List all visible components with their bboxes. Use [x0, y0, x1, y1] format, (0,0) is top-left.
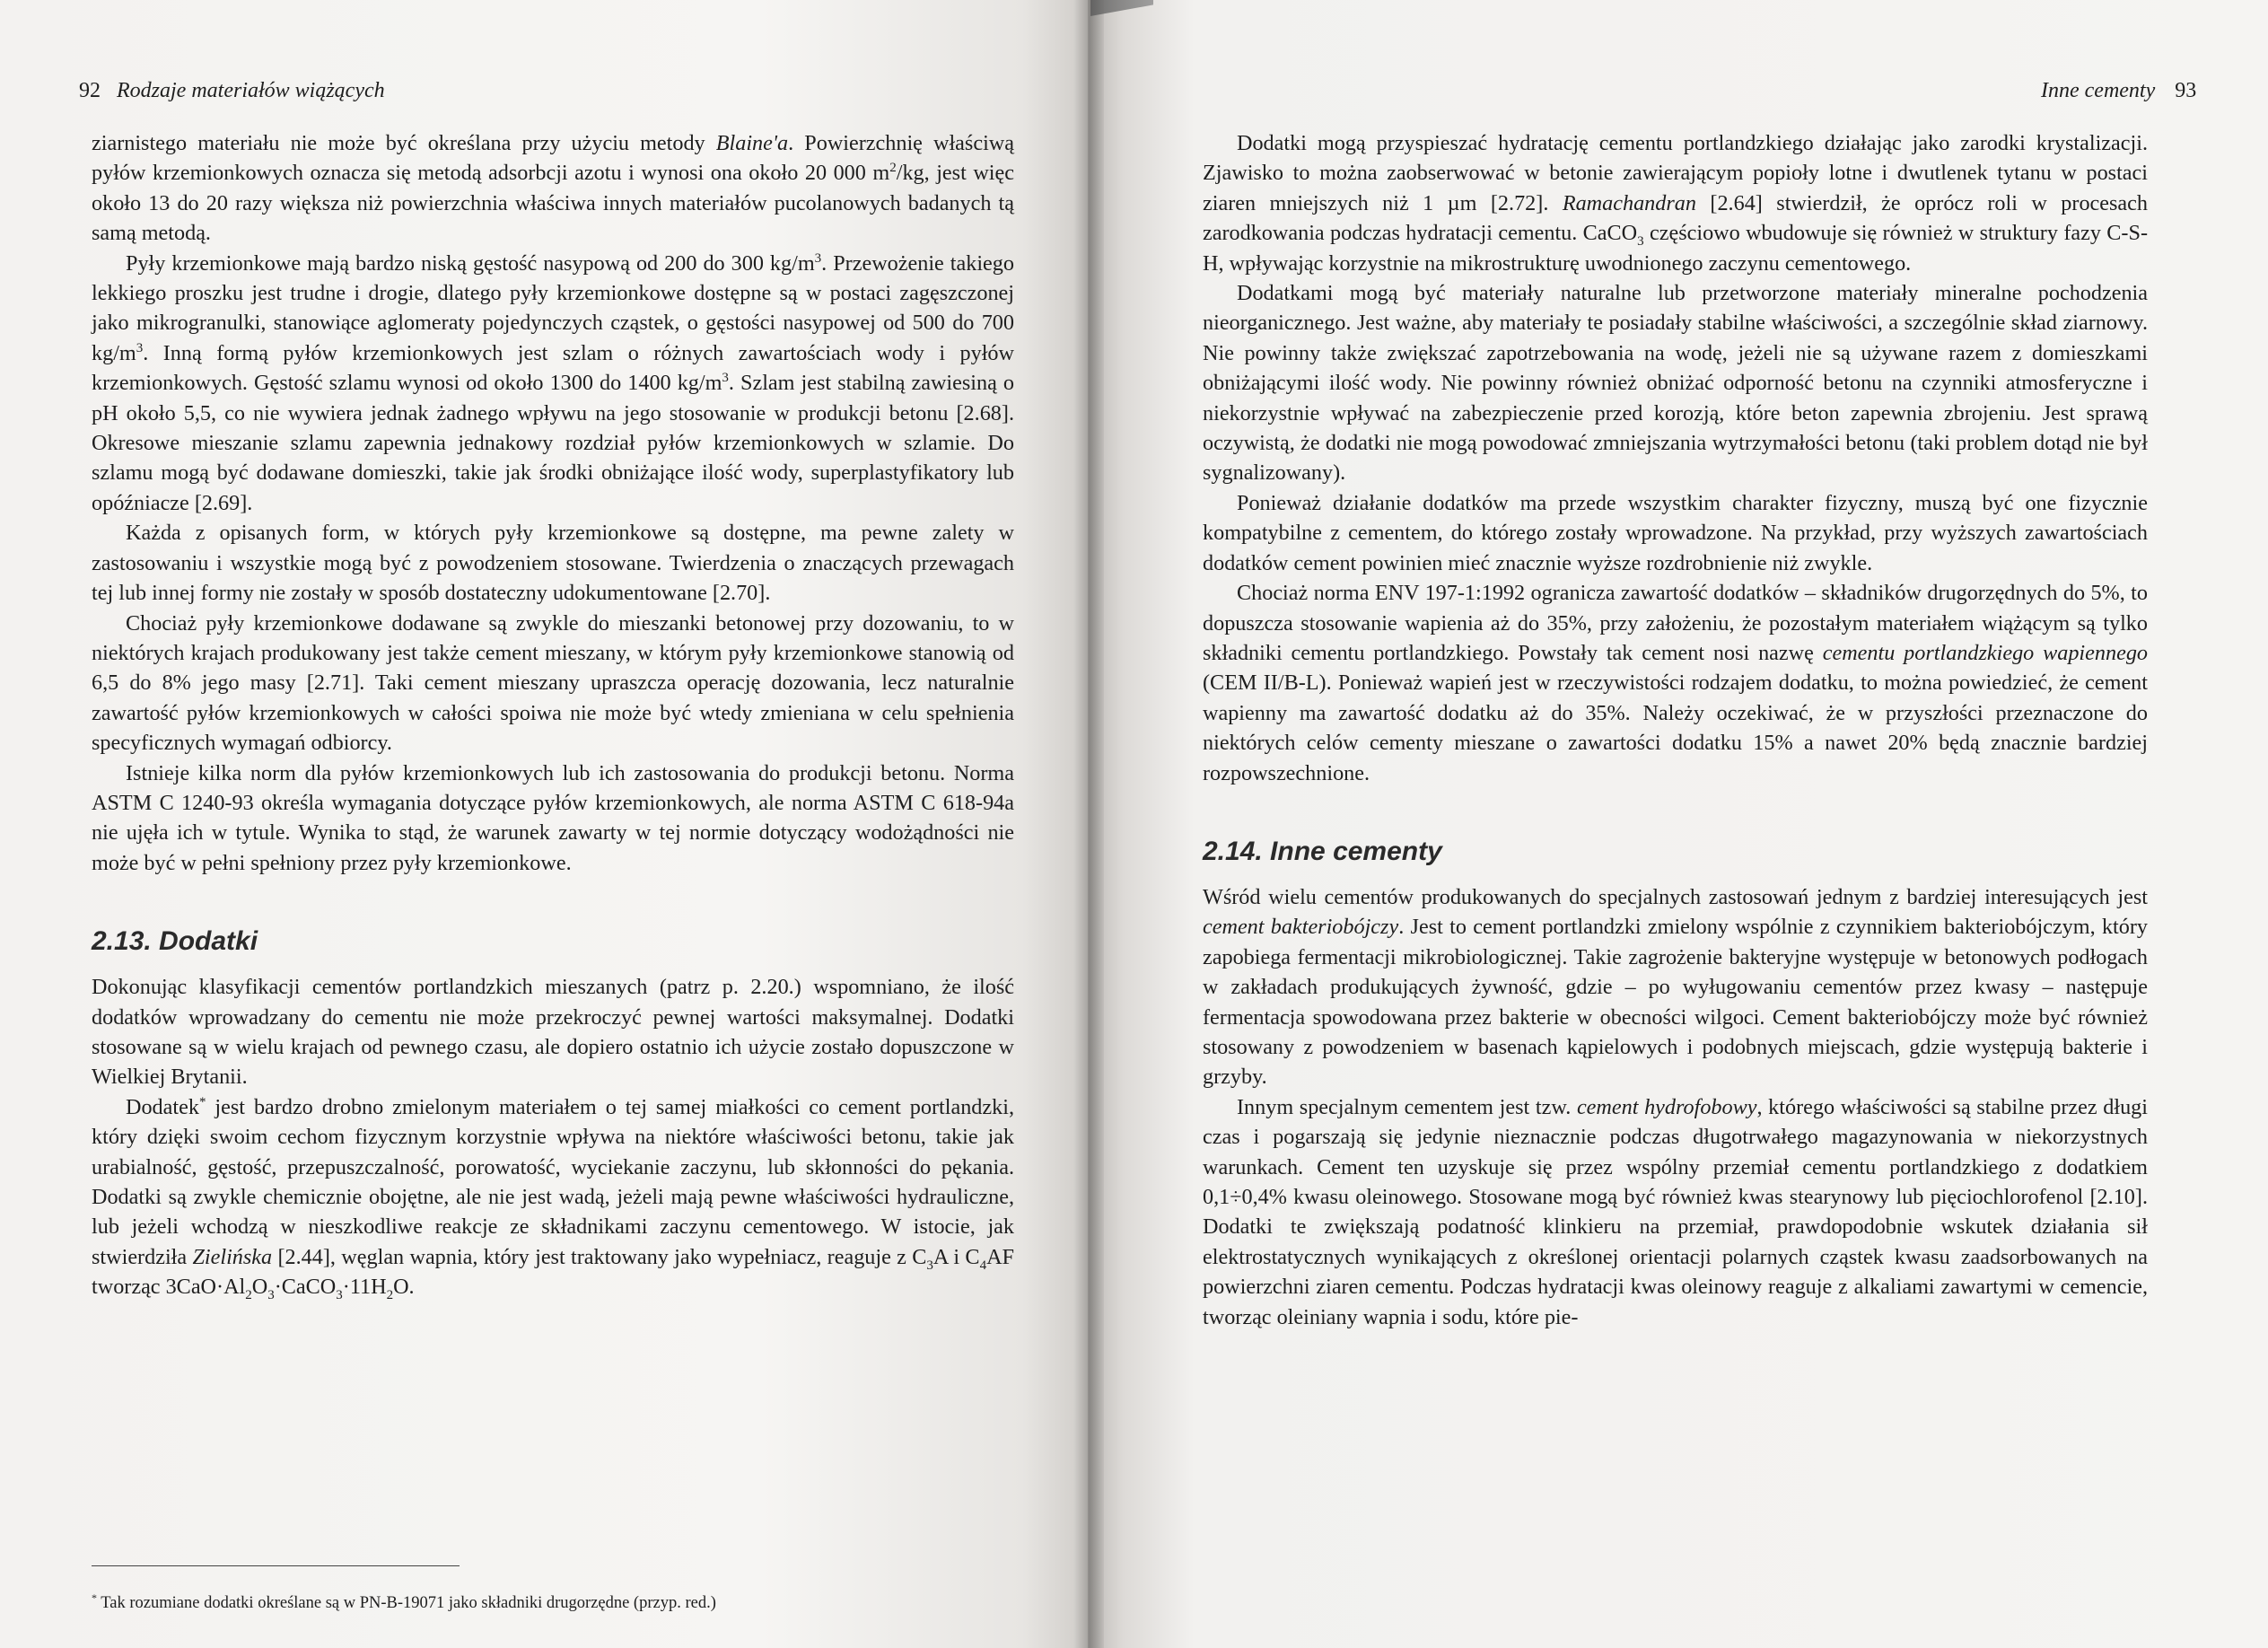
section-heading: 2.13. Dodatki: [92, 926, 258, 957]
page-number: 93: [2175, 79, 2197, 102]
paragraph: Innym specjalnym cementem jest tzw. cement hydrofobowy, którego właściwości są stabilne przez długi czas i pogarszają się jedynie nieznacznie podczas długotrwałego magazynowania w niekorzystnych warunkach. Cement ten uzyskuje się przez wspólny przemiał cementu portlandzkiego z dodatkiem 0,1÷0,4% kwasu oleinowego. Stosowane mogą być również kwas stearynowy lub pięciochlorofenol [2.10]. Dodatki te zwiększają podatność klinkieru na przemiał, prawdopodobnie wskutek działania sił elektrostatycznych wynikających z określonej orientacji polarnych cząstek kwasu zaadsorbowanych na powierzchni ziaren cementu. Podczas hydratacji kwas oleinowy reaguje z alkaliami zawartymi w cemencie, tworząc oleiniany wapnia i sodu, które pie-: [1203, 1094, 2148, 1329]
left-page: [0, 0, 1088, 1648]
running-title: Inne cementy: [2041, 79, 2156, 102]
paragraph: Istnieje kilka norm dla pyłów krzemionkowych lub ich zastosowania do produkcji betonu. Norma ASTM C 1240-93 określa wymagania dotyczące pyłów krzemionkowych, ale norma ASTM C 618-94a nie ujęła ich w tytule. Wynika to stąd, że warunek zawarty w tej normie dotyczący wodożądności nie może być w pełni spełniony przez pyły krzemionkowe.: [92, 760, 1014, 875]
paragraph: Chociaż pyły krzemionkowe dodawane są zwykle do mieszanki betonowej przy dozowaniu, to w niektórych krajach produkowany jest także cement mieszany, w którym pyły krzemionkowe stanowią od 6,5 do 8% jego masy [2.71]. Taki cement mieszany upraszcza operację dozowania, lecz naturalnie zawartość pyłów krzemionkowych w całości spoiwa nie może być wtedy zmieniana w celu spełnienia specyficznych wymagań odbiorcy.: [92, 610, 1014, 756]
paragraph: Dodatki mogą przyspieszać hydratację cementu portlandzkiego działając jako zarodki krystalizacji. Zjawisko to można zaobserwować w betonie zawierającym popioły lotne i dwutlenek tytanu w postaci ziaren mniejszych niż 1 µm [2.72]. Ramachandran [2.64] stwierdził, że oprócz roli w procesach zarodkowania podczas hydratacji cementu. CaCO$_3$ częściowo wbudowuje się również w struktury fazy C-S-H, wpływając korzystnie na mikrostrukturę uwodnionego zaczynu cementowego.: [1203, 131, 2148, 276]
right-page-header: [2041, 79, 2196, 103]
page-number: 92: [79, 79, 101, 102]
paragraph: Pyły krzemionkowe mają bardzo niską gęstość nasypową od 200 do 300 $kg/m^3$. Przewożenie takiego lekkiego proszku jest trudne i drogie, dlatego pyły krzemionkowe dostępne są w postaci zagęszczonej jako mikrogranulki, stanowiące aglomeraty pojedynczych cząstek, o gęstości nasypowej od 500 do 700 $kg/m^3$. Inną formą pyłów krzemionkowych jest szlam o różnych zawartościach wody i pyłów krzemionkowych. Gęstość szlamu wynosi od około 1300 do 1400 $kg/m^3$. Szlam jest stabilną zawiesiną o pH około 5,5, co nie wywiera jednak żadnego wpływu na jego stosowanie w produkcji betonu [2.68]. Okresowe mieszanie szlamu zapewnia jednakowy rozdział pyłów krzemionkowych w szlamie. Do szlamu mogą być dodawane domieszki, takie jak środki obniżające ilość wody, superplastyfikatory lub opóźniacze [2.69].: [92, 250, 1014, 515]
footnote: * Tak rozumiane dodatki określane są w PN-B-19071 jako składniki drugorzędne (przyp. red.): [92, 1591, 716, 1613]
section-heading: 2.14. Inne cementy: [1203, 836, 1442, 866]
paragraph: Wśród wielu cementów produkowanych do specjalnych zastosowań jednym z bardziej interesujących jest cement bakteriobójczy. Jest to cement portlandzki zmielony wspólnie z czynnikiem bakteriobójczym, który zapobiega fermentacji mikrobiologicznej. Takie zagrożenie bakteryjne występuje w betonowych podłogach w zakładach produkujących żywność, gdzie – po wyługowaniu cementów przez kwasy – następuje fermentacja spowodowana przez bakterie w obecności wilgoci. Cement bakteriobójczy może być również stosowany z powodzeniem w basenach kąpielowych i podobnych miejscach, gdzie występują bakterie i grzyby.: [1203, 884, 2148, 1090]
paragraph: ziarnistego materiału nie może być określana przy użyciu metody Blaine'a. Powierzchnię właściwą pyłów krzemionkowych oznacza się metodą adsorbcji azotu i wynosi ona około 20 000 $m^2/kg$, jest więc około 13 do 20 razy większa niż powierzchnia właściwa innych materiałów pucolanowych badanych tą samą metodą.: [92, 131, 1014, 246]
book-spine-shadow: [1073, 0, 1104, 1648]
running-title: Rodzaje materiałów wiążących: [117, 79, 385, 102]
paragraph: Chociaż norma ENV 197-1:1992 ogranicza zawartość dodatków – składników drugorzędnych do 5%, to dopuszcza stosowanie wapienia aż do 35%, przy założeniu, że pozostałym materiałem wiążącym są tylko składniki cementu portlandzkiego. Powstały tak cement nosi nazwę cementu portlandzkiego wapiennego (CEM II/B-L). Ponieważ wapień jest w rzeczywistości rodzajem dodatku, to można powiedzieć, że cement wapienny ma zawartość dodatku aż do 35%. Należy oczekiwać, że w przyszłości przeznaczone do niektórych celów cementy mieszane o zawartości dodatku 15% a nawet 20% będą znacznie bardziej rozpowszechnione.: [1203, 581, 2149, 785]
left-page-header: [79, 79, 385, 103]
paragraph: Dodatek* jest bardzo drobno zmielonym materiałem o tej samej miałkości co cement portlandzki, który dzięki swoim cechom fizycznym korzystnie wpływa na niektóre właściwości betonu, takie jak urabialność, gęstość, przepuszczalność, porowatość, wyciekanie zaczynu, lub skłonności do pękania. Dodatki są zwykle chemicznie obojętne, ale nie jest wadą, jeżeli mają pewne właściwości hydrauliczne, lub jeżeli wchodzą w nieszkodliwe reakcje ze składnikami zaczynu cementowego. W istocie, jak stwierdziła Zielińska [2.44], węglan wapnia, który jest traktowany jako wypełniacz, reaguje z $C_3A$ i $C_4AF$ tworząc $3CaO\cdot Al_2O_3\cdot CaCO_3\cdot 11H_2O$.: [92, 1094, 1014, 1303]
right-page: [1088, 0, 2268, 1648]
right-page-body: [1203, 128, 2148, 1332]
paragraph: Dokonując klasyfikacji cementów portlandzkich mieszanych (patrz p. 2.20.) wspomniano, że ilość dodatków wprowadzany do cementu nie może przekroczyć pewnej wartości maksymalnej. Dodatki stosowane są w wielu krajach od pewnego czasu, ale dopiero ostatnio ich użycie zostało dopuszczone w Wielkiej Brytanii.: [92, 975, 1014, 1090]
paragraph: Dodatkami mogą być materiały naturalne lub przetworzone materiały mineralne pochodzenia nieorganicznego. Jest ważne, aby materiały te posiadały stabilne właściwości, a szczególnie skład ziarnowy. Nie powinny także zwiększać zapotrzebowania na wodę, jeżeli nie są używane razem z domieszkami obniżającymi ilość wody. Nie powinny również obniżać odporność betonu na czynniki atmosferyczne i niekorzystnie wpływać na zabezpieczenie przed korozją, które beton zapewnia zbrojeniu. Jest sprawą oczywistą, że dodatki nie mogą powodować zmniejszania wytrzymałości betonu (taki problem dotąd nie był sygnalizowany).: [1203, 281, 2148, 486]
paragraph: Każda z opisanych form, w których pyły krzemionkowe są dostępne, ma pewne zalety w zastosowaniu i wszystkie mogą być z powodzeniem stosowane. Twierdzenia o znaczących przewagach tej lub innej formy nie zostały w sposób dostateczny udokumentowane [2.70].: [92, 521, 1014, 606]
left-page-body: [92, 128, 1014, 1302]
paragraph: Ponieważ działanie dodatków ma przede wszystkim charakter fizyczny, muszą być one fizycznie kompatybilne z cementem, do którego zostały wprowadzone. Na przykład, przy wyższych zawartościach dodatków cement powinien mieć znacznie wyższe rozdrobnienie niż zwykle.: [1203, 490, 2148, 575]
footnote-divider: [92, 1565, 460, 1566]
